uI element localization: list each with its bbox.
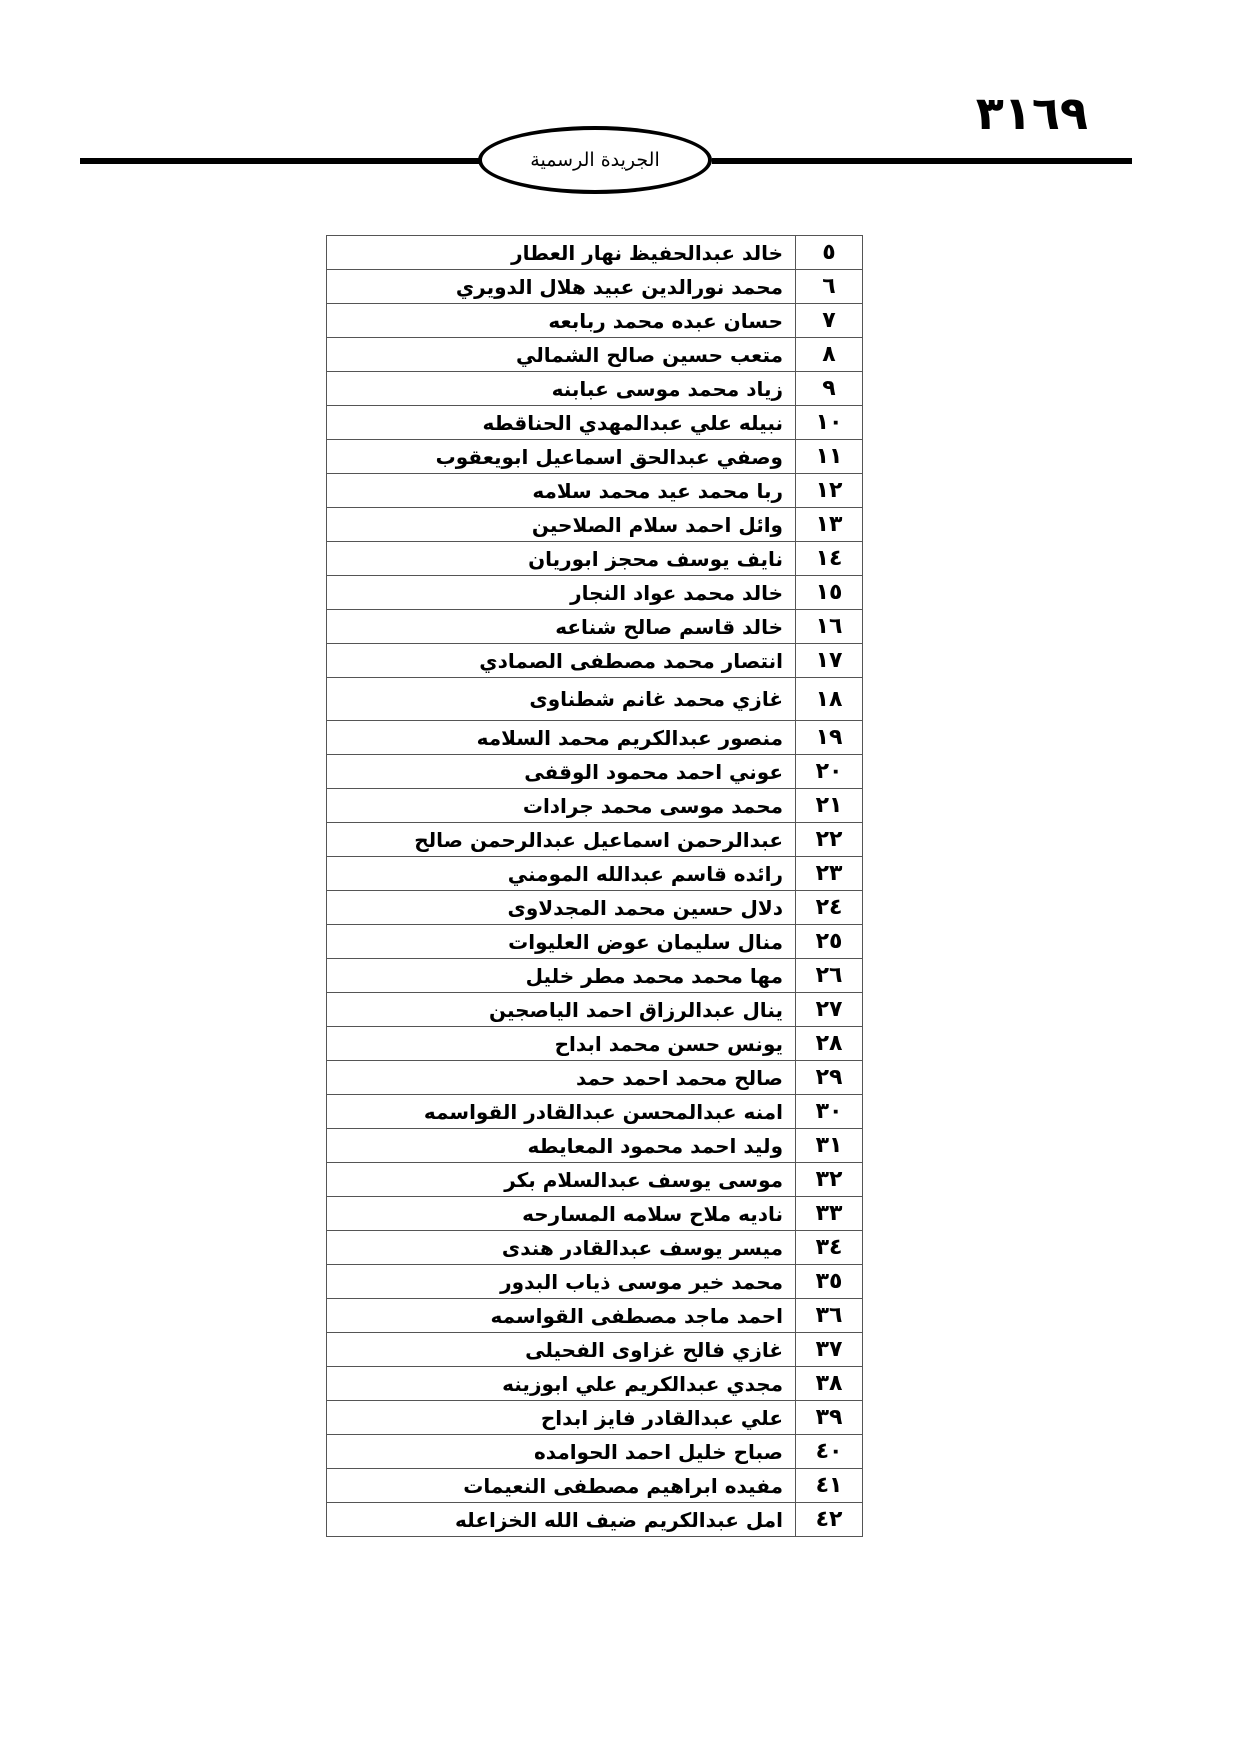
table-row (327, 1129, 863, 1163)
row-number: ٣٨ (796, 1367, 863, 1401)
table-row (327, 236, 863, 270)
row-number: ٤١ (796, 1469, 863, 1503)
table-row (327, 406, 863, 440)
table-row (327, 1503, 863, 1537)
row-number: ١٠ (796, 406, 863, 440)
row-number: ١٣ (796, 508, 863, 542)
row-number: ٣٤ (796, 1231, 863, 1265)
row-number: ٥ (796, 236, 863, 270)
row-number: ٣٧ (796, 1333, 863, 1367)
row-name: ميسر يوسف عبدالقادر هندى (327, 1231, 796, 1265)
row-number: ٧ (796, 304, 863, 338)
row-name: خالد عبدالحفيظ نهار العطار (327, 236, 796, 270)
table-row (327, 1095, 863, 1129)
row-name: محمد موسى محمد جرادات (327, 789, 796, 823)
row-name: وليد احمد محمود المعايطه (327, 1129, 796, 1163)
row-name: ناديه ملاح سلامه المسارحه (327, 1197, 796, 1231)
row-number: ٨ (796, 338, 863, 372)
row-name: رائده قاسم عبدالله المومني (327, 857, 796, 891)
row-number: ١٥ (796, 576, 863, 610)
row-number: ١١ (796, 440, 863, 474)
row-name: عوني احمد محمود الوقفى (327, 755, 796, 789)
row-name: غازي محمد غانم شطناوى (327, 678, 796, 721)
table-row (327, 678, 863, 721)
table-row (327, 1027, 863, 1061)
row-number: ٣١ (796, 1129, 863, 1163)
row-number: ٣٩ (796, 1401, 863, 1435)
row-name: امنه عبدالمحسن عبدالقادر القواسمه (327, 1095, 796, 1129)
row-name: محمد خير موسى ذياب البدور (327, 1265, 796, 1299)
row-name: ينال عبدالرزاق احمد الياصجين (327, 993, 796, 1027)
table-row (327, 1401, 863, 1435)
table-row (327, 1265, 863, 1299)
row-number: ١٢ (796, 474, 863, 508)
row-number: ١٧ (796, 644, 863, 678)
row-number: ٤٢ (796, 1503, 863, 1537)
row-number: ٢١ (796, 789, 863, 823)
row-number: ٢٢ (796, 823, 863, 857)
table-row (327, 857, 863, 891)
table-row (327, 610, 863, 644)
table-row (327, 372, 863, 406)
table-row (327, 959, 863, 993)
row-number: ٤٠ (796, 1435, 863, 1469)
masthead-title: الجريدة الرسمية (530, 149, 660, 171)
row-name: صالح محمد احمد حمد (327, 1061, 796, 1095)
row-name: موسى يوسف عبدالسلام بكر (327, 1163, 796, 1197)
header-rule-right (712, 158, 1132, 164)
row-number: ٢٦ (796, 959, 863, 993)
row-number: ٢٤ (796, 891, 863, 925)
row-name: صباح خليل احمد الحوامده (327, 1435, 796, 1469)
row-name: نبيله علي عبدالمهدي الحناقطه (327, 406, 796, 440)
table-row (327, 338, 863, 372)
table-row (327, 1163, 863, 1197)
table-row (327, 440, 863, 474)
row-name: خالد محمد عواد النجار (327, 576, 796, 610)
table-row (327, 823, 863, 857)
row-number: ٢٨ (796, 1027, 863, 1061)
table-row (327, 925, 863, 959)
row-name: خالد قاسم صالح شناعه (327, 610, 796, 644)
row-name: منصور عبدالكريم محمد السلامه (327, 721, 796, 755)
row-name: يونس حسن محمد ابداح (327, 1027, 796, 1061)
row-name: مفيده ابراهيم مصطفى النعيمات (327, 1469, 796, 1503)
table-row (327, 270, 863, 304)
row-name: نايف يوسف محجز ابوريان (327, 542, 796, 576)
names-table-body (327, 236, 863, 1537)
table-row (327, 508, 863, 542)
row-name: زياد محمد موسى عبابنه (327, 372, 796, 406)
table-row (327, 721, 863, 755)
row-number: ١٤ (796, 542, 863, 576)
row-name: متعب حسين صالح الشمالي (327, 338, 796, 372)
row-number: ٦ (796, 270, 863, 304)
table-row (327, 1333, 863, 1367)
row-number: ٩ (796, 372, 863, 406)
table-row (327, 576, 863, 610)
row-name: مجدي عبدالكريم علي ابوزينه (327, 1367, 796, 1401)
row-name: دلال حسين محمد المجدلاوى (327, 891, 796, 925)
table-row (327, 1231, 863, 1265)
table-row (327, 1435, 863, 1469)
row-name: مها محمد محمد مطر خليل (327, 959, 796, 993)
row-name: منال سليمان عوض العليوات (327, 925, 796, 959)
row-number: ٣٣ (796, 1197, 863, 1231)
names-table (326, 235, 863, 1537)
table-row (327, 1061, 863, 1095)
row-number: ١٩ (796, 721, 863, 755)
table-row (327, 1299, 863, 1333)
table-row (327, 304, 863, 338)
table-row (327, 1367, 863, 1401)
table-row (327, 474, 863, 508)
row-name: امل عبدالكريم ضيف الله الخزاعله (327, 1503, 796, 1537)
row-number: ٣٥ (796, 1265, 863, 1299)
row-name: محمد نورالدين عبيد هلال الدويري (327, 270, 796, 304)
row-name: وائل احمد سلام الصلاحين (327, 508, 796, 542)
row-name: انتصار محمد مصطفى الصمادي (327, 644, 796, 678)
row-name: ربا محمد عيد محمد سلامه (327, 474, 796, 508)
page-number: ٣١٦٩ (975, 86, 1088, 140)
table-row (327, 1197, 863, 1231)
header-rule-left (80, 158, 480, 164)
row-name: غازي فالح غزاوى الفحيلى (327, 1333, 796, 1367)
table-row (327, 891, 863, 925)
table-row (327, 542, 863, 576)
row-number: ١٨ (796, 678, 863, 721)
row-name: علي عبدالقادر فايز ابداح (327, 1401, 796, 1435)
table-row (327, 755, 863, 789)
table-row (327, 993, 863, 1027)
row-number: ١٦ (796, 610, 863, 644)
row-number: ٣٢ (796, 1163, 863, 1197)
row-number: ٢٧ (796, 993, 863, 1027)
row-number: ٢٥ (796, 925, 863, 959)
row-number: ٢٩ (796, 1061, 863, 1095)
table-row (327, 1469, 863, 1503)
row-number: ٣٦ (796, 1299, 863, 1333)
table-row (327, 789, 863, 823)
row-number: ٢٠ (796, 755, 863, 789)
row-name: وصفي عبدالحق اسماعيل ابويعقوب (327, 440, 796, 474)
row-name: حسان عبده محمد ربابعه (327, 304, 796, 338)
row-name: عبدالرحمن اسماعيل عبدالرحمن صالح (327, 823, 796, 857)
row-number: ٣٠ (796, 1095, 863, 1129)
row-name: احمد ماجد مصطفى القواسمه (327, 1299, 796, 1333)
table-row (327, 644, 863, 678)
row-number: ٢٣ (796, 857, 863, 891)
masthead-oval (478, 126, 712, 194)
